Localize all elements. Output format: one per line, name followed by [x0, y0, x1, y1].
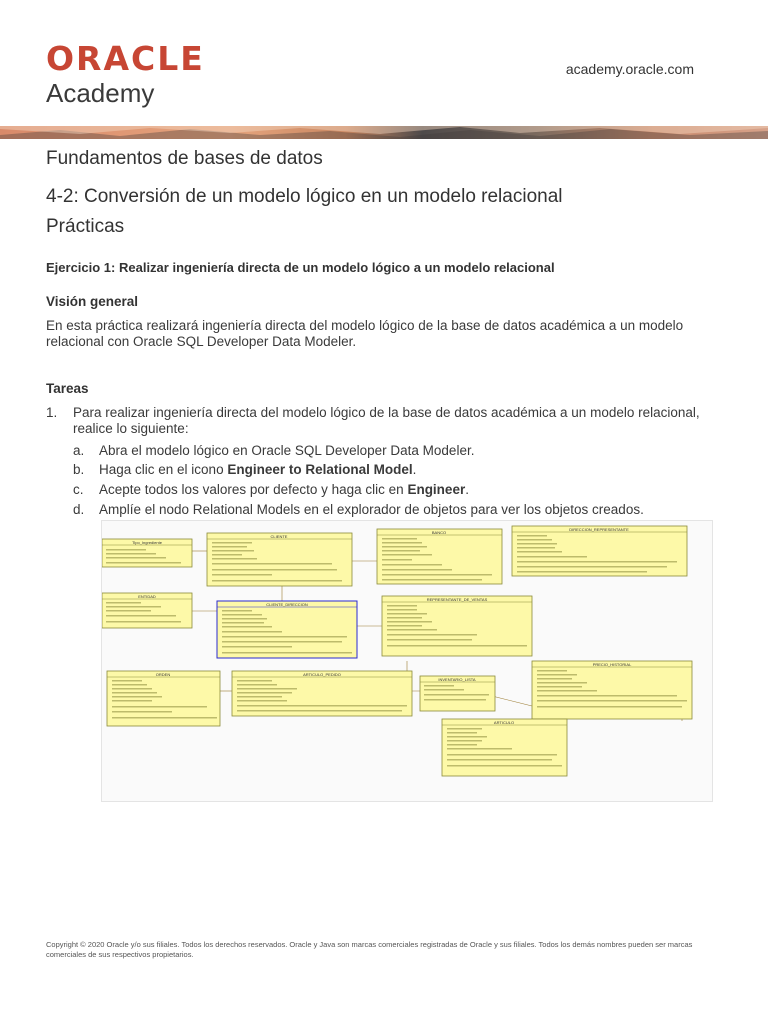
- decorative-banner: [0, 126, 768, 139]
- table-box: [377, 529, 502, 584]
- lesson-title: 4-2: Conversión de un modelo lógico en un modelo relacional: [46, 186, 563, 207]
- tasks-heading: Tareas: [46, 381, 89, 396]
- practice-title: Prácticas: [46, 216, 125, 237]
- task-intro-line2: realice lo siguiente:: [73, 421, 189, 436]
- table-box: [442, 719, 567, 776]
- table-name: BANCO: [431, 530, 447, 535]
- table-name: ARTICULO: [493, 720, 515, 725]
- copyright-footer: Copyright © 2020 Oracle y/o sus filiales. Todos los derechos reservados. Oracle y Java son marcas comerciales registradas de Oracle y sus filiales. Todos los demás nombres pueden ser marcas comerciales de sus respectivos propietarios.: [46, 940, 693, 959]
- table-name: REPRESENTANTE_DE_VENTAS: [426, 597, 488, 602]
- oracle-logo: [46, 39, 205, 108]
- relational-model-diagram: [101, 520, 713, 802]
- table-name: CLIENTE: [270, 534, 288, 539]
- logo-sub: Academy: [46, 78, 155, 108]
- table-name: INVENTARIO_LISTA: [438, 677, 476, 682]
- table-name: ARTICULO_PEDIDO: [303, 672, 341, 677]
- exercise-heading: Ejercicio 1: Realizar ingeniería directa de un modelo lógico a un modelo relacional: [46, 260, 555, 275]
- step-letter: b.: [73, 462, 85, 477]
- table-name: ORDEN: [155, 672, 171, 677]
- table-name: ENTIDAD: [138, 594, 156, 599]
- task-number: 1.: [46, 405, 58, 420]
- logo-word: ORACLE: [46, 39, 205, 78]
- overview-heading: Visión general: [46, 294, 139, 309]
- table-name: CLIENTE_DIRECCION: [266, 602, 308, 607]
- table-name: DIRECCION_REPRESENTANTE: [569, 527, 629, 532]
- course-title: Fundamentos de bases de datos: [46, 148, 323, 169]
- step-text: Amplíe el nodo Relational Models en el explorador de objetos para ver los objetos creados.: [99, 502, 644, 517]
- engineer-relational-label: Engineer to Relational Model: [227, 462, 413, 477]
- table-name: PRECIO_HISTORIAL: [592, 662, 632, 667]
- overview-text: En esta práctica realizará ingeniería directa del modelo lógico de la base de datos académica a un modelo relacional con Oracle SQL Developer Data Modeler.: [46, 318, 684, 349]
- step-letter: a.: [73, 443, 85, 458]
- table-box: [420, 676, 495, 711]
- table-name: Tipo_Ingrediente: [132, 540, 162, 545]
- step-letter: c.: [73, 482, 84, 497]
- step-text: Haga clic en el icono Engineer to Relational Model.: [99, 462, 417, 477]
- site-url[interactable]: academy.oracle.com: [565, 61, 694, 77]
- engineer-label: Engineer: [407, 482, 466, 497]
- table-box: [217, 601, 357, 658]
- task-intro-line1: Para realizar ingeniería directa del modelo lógico de la base de datos académica a un modelo relacional,: [73, 405, 700, 420]
- step-text: Abra el modelo lógico en Oracle SQL Developer Data Modeler.: [99, 443, 475, 458]
- step-letter: d.: [73, 502, 85, 517]
- step-text: Acepte todos los valores por defecto y haga clic en Engineer.: [99, 482, 469, 497]
